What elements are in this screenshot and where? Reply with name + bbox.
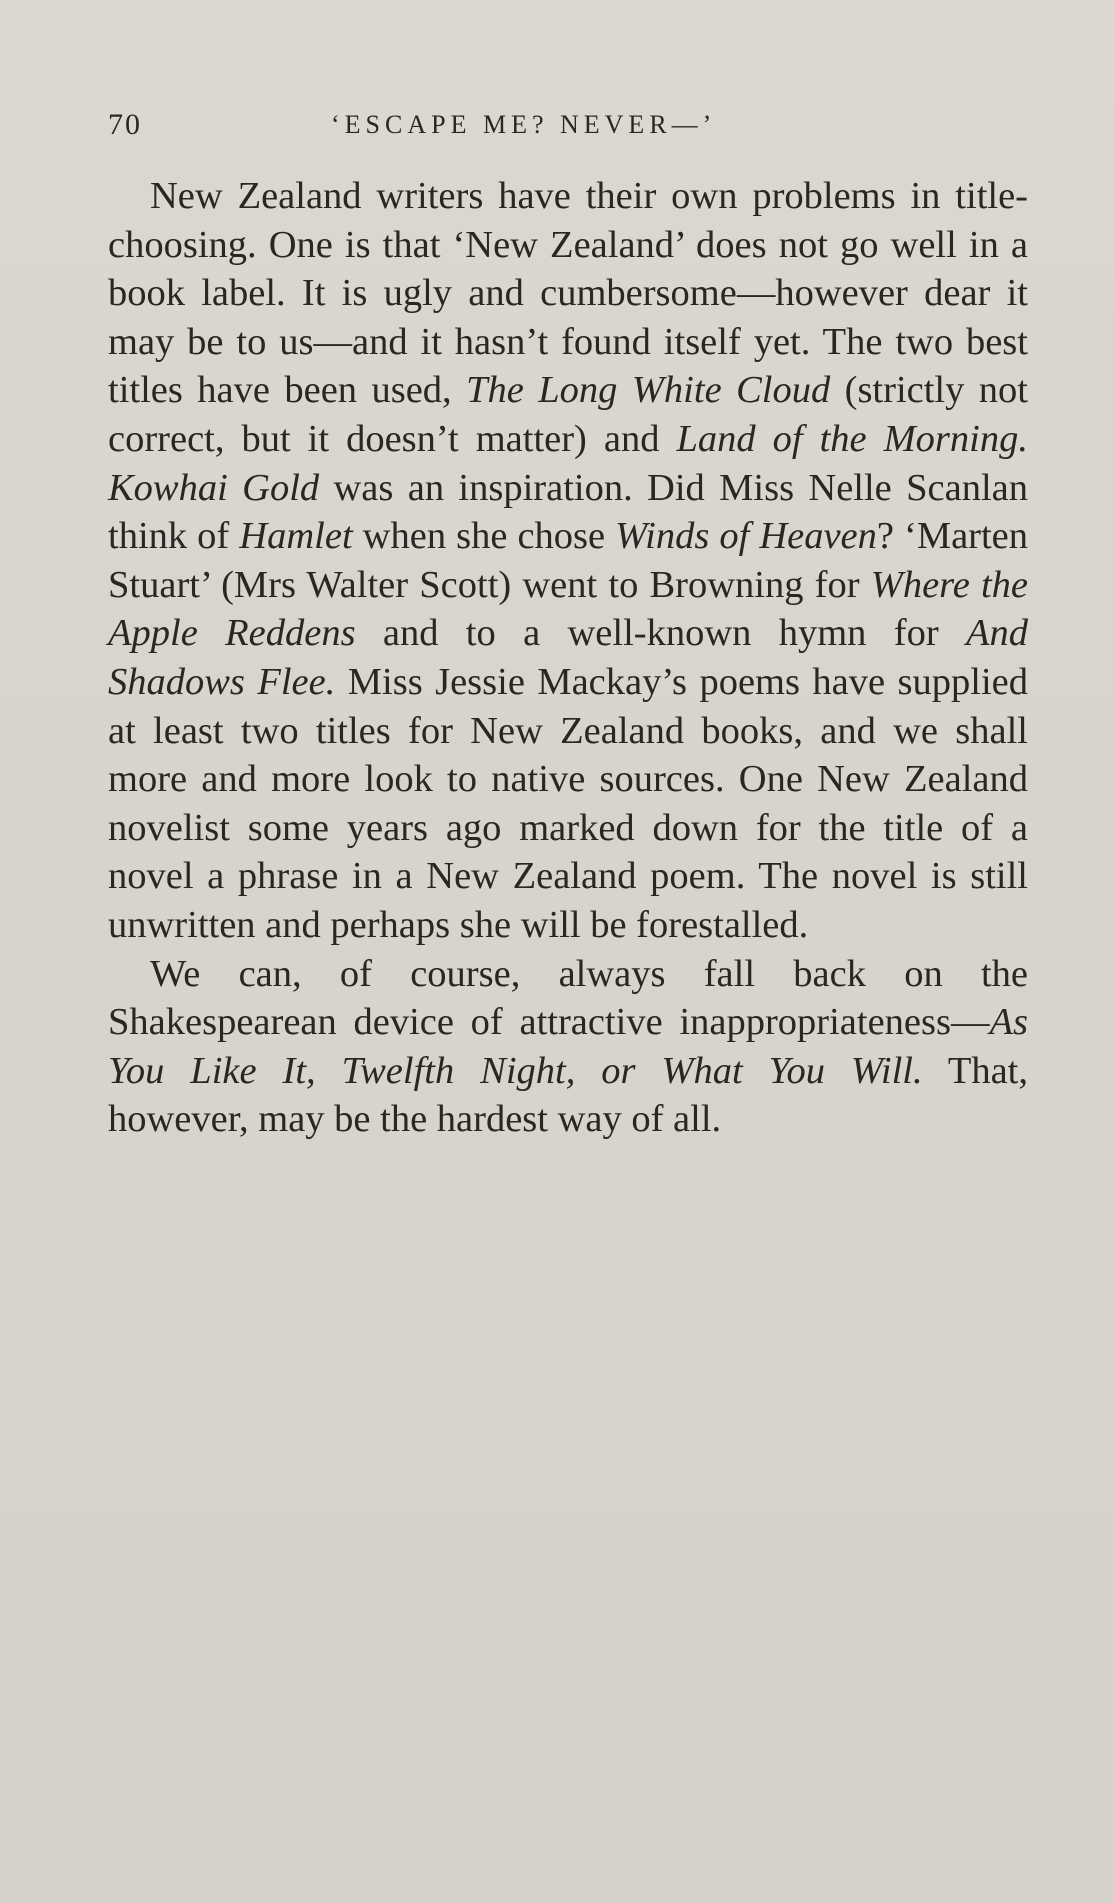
paragraph-2	[108, 950, 1028, 1144]
text-segment: when she chose	[352, 515, 616, 558]
book-title-the-long-white-cloud: The Long White Cloud	[466, 369, 831, 412]
book-title-winds-of-heaven: Winds of Heaven	[615, 515, 877, 558]
page-number: 70	[108, 108, 142, 141]
text-segment: We can, of course, always fall back on the Shakespearean device of attractive inappropriateness—	[108, 952, 1028, 1044]
play-titles-shakespeare: As You Like It, Twelfth Night, or What You Will.	[108, 1001, 1028, 1092]
body-text	[108, 172, 1028, 1144]
book-title-land-of-the-morning: Land of the Morning.	[676, 417, 1028, 460]
paragraph-1	[108, 172, 1028, 950]
running-head	[108, 105, 1028, 145]
book-title-where-the-apple-reddens: Where the Apple Reddens	[108, 563, 1029, 655]
running-title: ‘ESCAPE ME? NEVER—’	[331, 110, 717, 139]
text-segment: and to a well-known hymn for	[355, 612, 966, 655]
text-segment: was an inspiration. Did Miss Nelle Scanlan think of	[108, 466, 1028, 558]
book-title-kowhai-gold: Kowhai Gold	[108, 466, 320, 509]
book-title-and-shadows-flee: And Shadows Flee.	[108, 612, 1028, 703]
text-segment: Miss Jessie Mackay’s poems have supplied at least two titles for New Zealand books, and we shall more and more look to native sources. One New Zealand novelist some years ago marked down for the title of a novel a phrase in a New Zealand poem. The novel is still unwritten and perhaps she will be forestalled.	[108, 660, 1028, 946]
text-segment: ? ‘Marten Stuart’ (Mrs Walter Scott) went to Browning for	[108, 515, 1029, 606]
text-segment: New Zealand writers have their own problems in title-choosing. One is that ‘New Zealand’ does not go well in a book label. It is ugly and cumbersome—however dear it may be to us—and it hasn’t found itself yet. The two best titles have been used,	[108, 175, 1028, 412]
work-title-hamlet: Hamlet	[239, 515, 353, 558]
text-segment: (strictly not correct, but it doesn’t matter) and	[108, 369, 1028, 460]
text-segment: That, however, may be the hardest way of all.	[108, 1049, 1028, 1141]
